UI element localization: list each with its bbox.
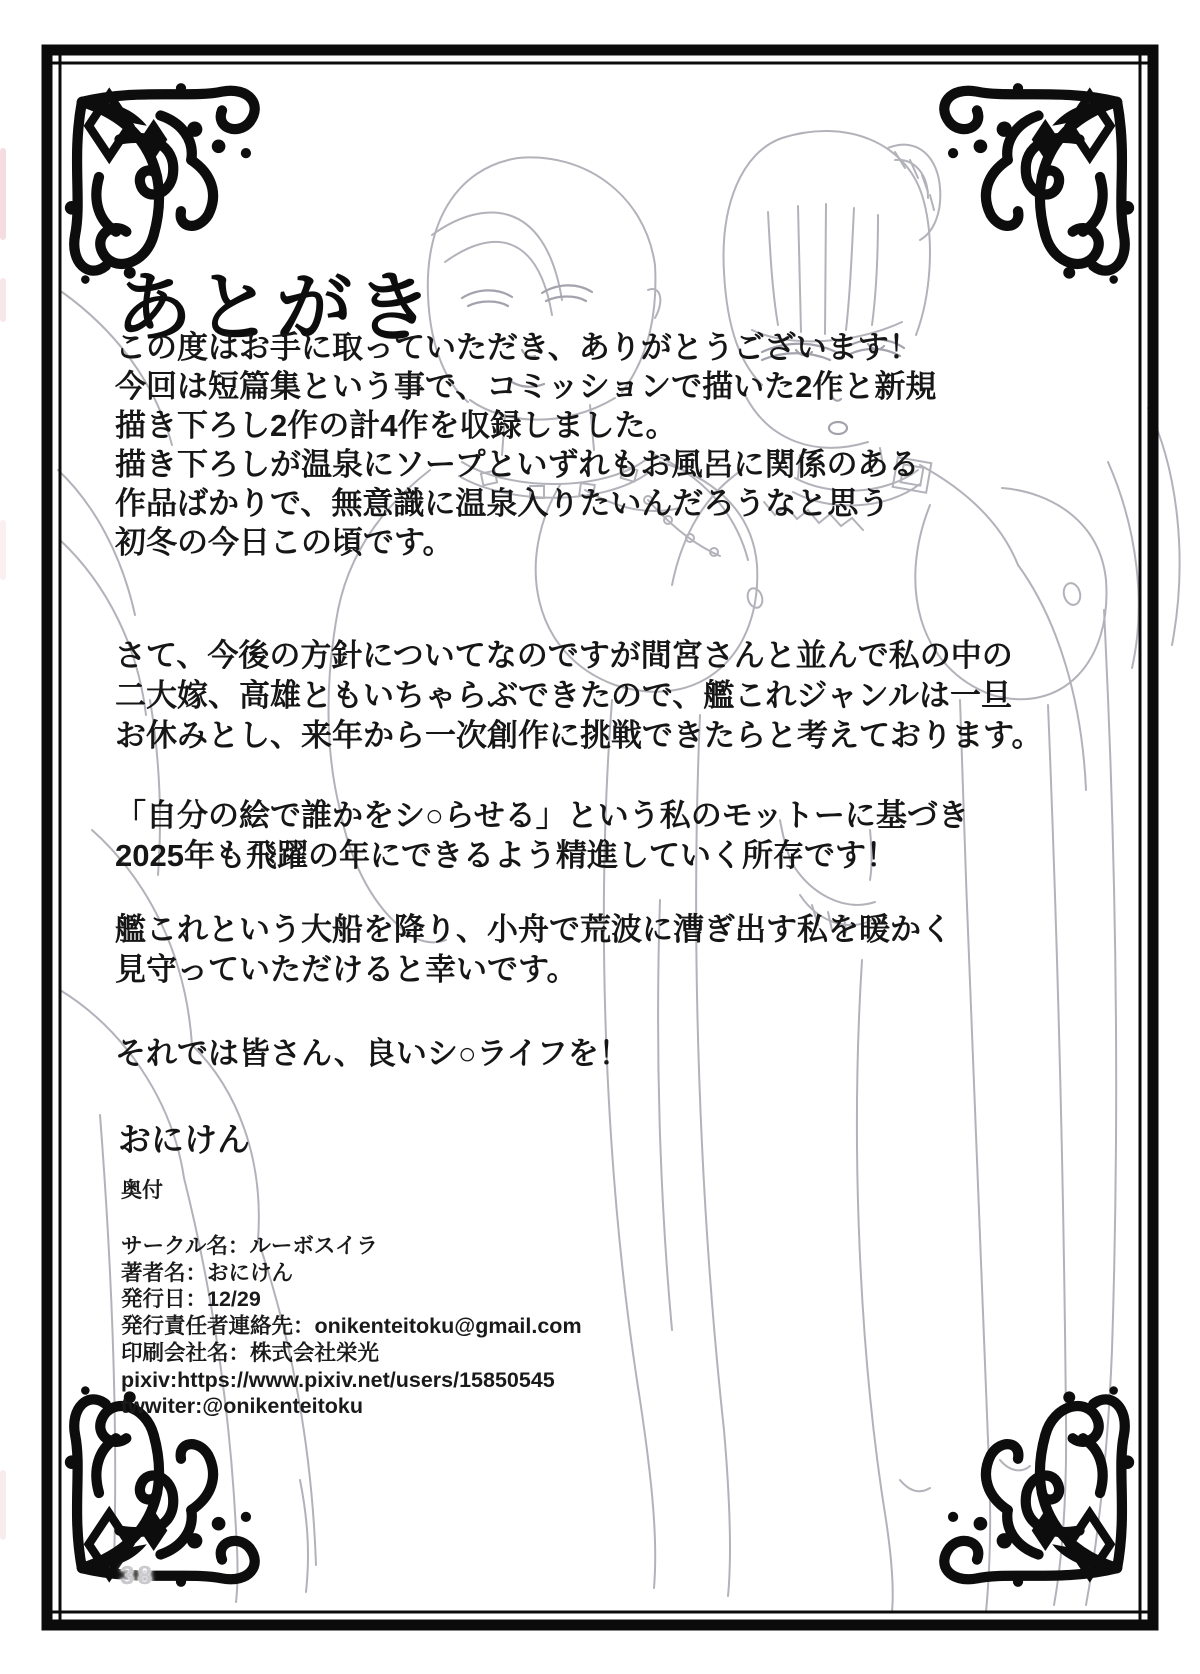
text-line: さて、今後の方針についてなのですが間宮さんと並んで私の中の [115, 638, 1013, 673]
afterword-paragraph [115, 796, 969, 876]
colophon-line-author: 著者名：おにけん [121, 1260, 294, 1285]
colophon-line-twitter: twwiter:@onikenteitoku [121, 1394, 363, 1419]
colophon-line-printer: 印刷会社名：株式会社栄光 [121, 1340, 380, 1365]
corner-flourish-icon [936, 1362, 1141, 1600]
colophon-heading: 奥付 [121, 1179, 163, 1202]
text-line: お休みとし、来年から一次創作に挑戦できたらと考えております。 [115, 718, 1043, 753]
afterword-paragraph [115, 910, 952, 990]
afterword-paragraph [115, 1034, 630, 1073]
page-title: あとがき [116, 265, 436, 351]
colophon-line-circle: サークル名：ルーボスイラ [121, 1234, 378, 1258]
page-number: 38 [120, 1560, 155, 1590]
text-line: 描き下ろしが温泉にソープといずれもお風呂に関係のある [115, 447, 920, 482]
text-line: この度はお手に取っていただき、ありがとうございます！ [115, 330, 920, 365]
text-line: 二大嫁、高雄ともいちゃらぶできたので、艦これジャンルは一旦 [115, 678, 1012, 713]
text-line: 作品ばかりで、無意識に温泉入りたいんだろうなと思う [115, 486, 890, 521]
afterword-paragraph [115, 636, 1043, 756]
text-line: 見守っていただけると幸いです。 [115, 952, 578, 987]
text-line: 初冬の今日この頃です。 [115, 525, 454, 560]
afterword-paragraph [115, 328, 936, 562]
colophon [121, 1233, 582, 1420]
colophon-line-pixiv: pixiv:https://www.pixiv.net/users/15850545 [121, 1367, 555, 1392]
text-line: それでは皆さん、良いシ○ライフを！ [115, 1036, 630, 1071]
colophon-line-contact: 発行責任者連絡先：onikenteitoku@gmail.com [121, 1314, 582, 1339]
corner-flourish-icon [936, 70, 1141, 308]
text-line: 今回は短篇集という事で、コミッションで描いた2作と新規 [115, 369, 937, 404]
author-signature: おにけん [118, 1121, 250, 1158]
colophon-line-date: 発行日：12/29 [121, 1287, 261, 1312]
text-line: 描き下ろし2作の計4作を収録しました。 [115, 408, 677, 443]
text-line: 艦これという大船を降り、小舟で荒波に漕ぎ出す私を暖かく [115, 912, 952, 947]
text-line: 「自分の絵で誰かをシ○らせる」という私のモットーに基づき [115, 798, 969, 833]
text-line: 2025年も飛躍の年にできるよう精進していく所存です！ [115, 838, 897, 873]
